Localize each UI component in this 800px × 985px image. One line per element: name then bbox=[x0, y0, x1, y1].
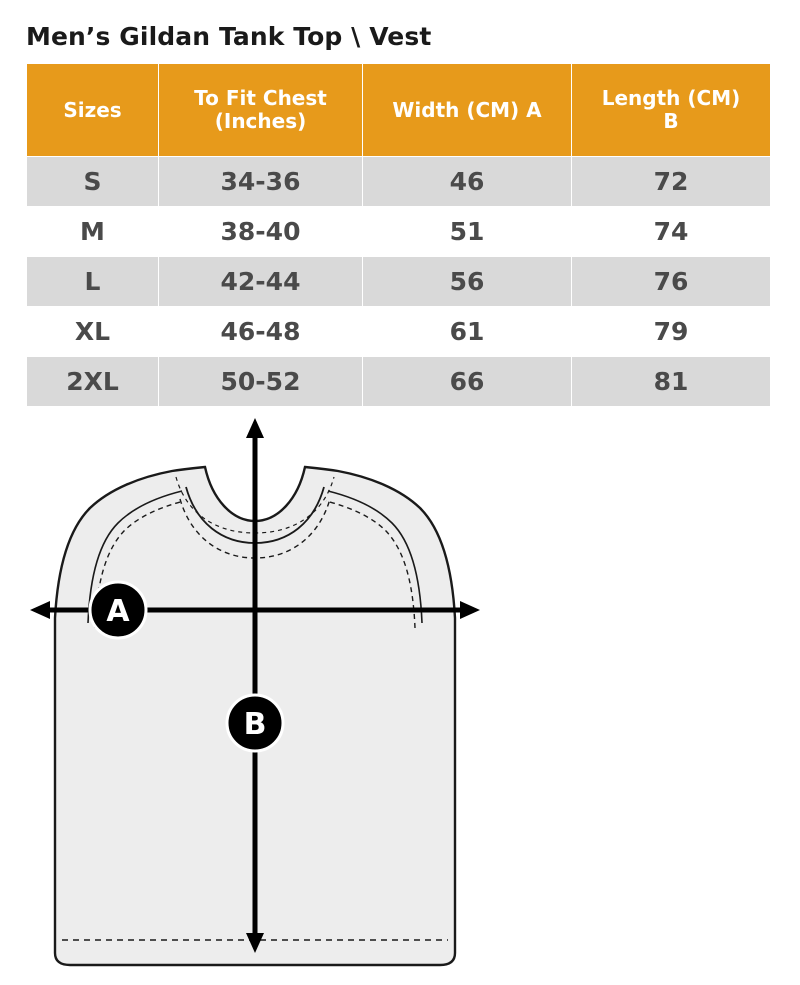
cell-length: 76 bbox=[572, 257, 771, 307]
size-chart-table bbox=[26, 63, 771, 407]
cell-width: 66 bbox=[363, 357, 572, 407]
cell-chest: 46-48 bbox=[159, 307, 363, 357]
cell-length: 79 bbox=[572, 307, 771, 357]
column-header-chest bbox=[159, 64, 363, 157]
table-header-row bbox=[27, 64, 771, 157]
cell-size: M bbox=[27, 207, 159, 257]
cell-width: 56 bbox=[363, 257, 572, 307]
cell-chest: 34-36 bbox=[159, 157, 363, 207]
cell-size: L bbox=[27, 257, 159, 307]
column-header-length-line2: B bbox=[663, 109, 679, 133]
measure-a-label: A bbox=[106, 594, 130, 629]
column-header-width bbox=[363, 64, 572, 157]
cell-chest: 50-52 bbox=[159, 357, 363, 407]
cell-width: 51 bbox=[363, 207, 572, 257]
tank-top-illustration bbox=[0, 413, 800, 983]
table-row bbox=[27, 207, 771, 257]
cell-size: 2XL bbox=[27, 357, 159, 407]
cell-width: 46 bbox=[363, 157, 572, 207]
measure-a-badge bbox=[90, 582, 146, 638]
column-header-length-line1: Length (CM) bbox=[601, 86, 741, 110]
cell-chest: 38-40 bbox=[159, 207, 363, 257]
cell-chest: 42-44 bbox=[159, 257, 363, 307]
cell-size: XL bbox=[27, 307, 159, 357]
table-row bbox=[27, 257, 771, 307]
cell-length: 74 bbox=[572, 207, 771, 257]
column-header-sizes-label: Sizes bbox=[63, 97, 122, 122]
arrow-head-top bbox=[246, 418, 264, 438]
arrow-head-left bbox=[30, 601, 50, 619]
arrow-head-right bbox=[460, 601, 480, 619]
column-header-chest-line1: To Fit Chest bbox=[194, 86, 327, 110]
cell-length: 72 bbox=[572, 157, 771, 207]
column-header-length bbox=[572, 64, 771, 157]
table-row bbox=[27, 357, 771, 407]
measure-b-label: B bbox=[243, 707, 267, 742]
cell-length: 81 bbox=[572, 357, 771, 407]
table-header bbox=[27, 64, 771, 157]
column-header-chest-line2: (Inches) bbox=[214, 109, 307, 133]
table-row bbox=[27, 307, 771, 357]
table-row bbox=[27, 157, 771, 207]
measure-b-badge bbox=[227, 695, 283, 751]
garment-diagram bbox=[0, 413, 800, 983]
page-title: Men’s Gildan Tank Top \ Vest bbox=[26, 22, 432, 51]
column-header-width-label: Width (CM) A bbox=[392, 97, 542, 122]
cell-size: S bbox=[27, 157, 159, 207]
column-header-sizes bbox=[27, 64, 159, 157]
cell-width: 61 bbox=[363, 307, 572, 357]
table-body bbox=[27, 157, 771, 407]
